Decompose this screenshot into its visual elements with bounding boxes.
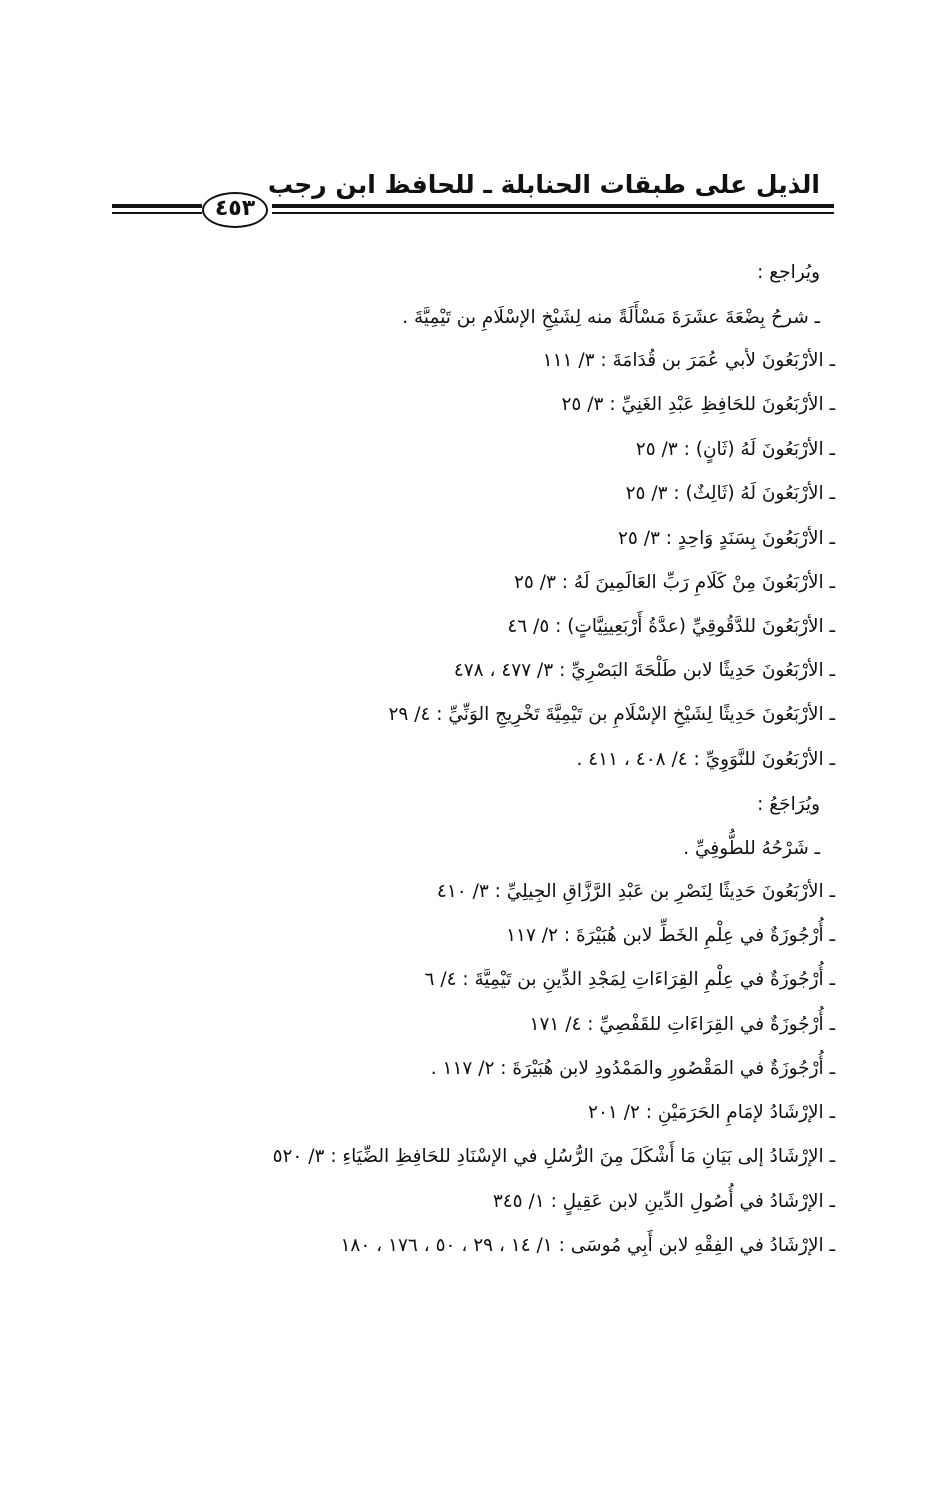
- see-also-label: ويُراجع :: [757, 262, 820, 283]
- index-entry: ـ الأرْبَعُونَ لَهُ (ثَانٍ) : ٣/ ٢٥: [635, 439, 835, 460]
- index-entry: ـ الإرْشَادُ إلى بَيَانِ مَا أَشْكَلَ مِنَ الرُّسُلِ في الإسْنَادِ للحَافِظِ الضِّيَاءِ : ٣/ ٥٢٠: [272, 1146, 835, 1167]
- index-entry: ـ الأرْبَعُونَ للحَافِظِ عَبْدِ الغَنِيِّ : ٣/ ٢٥: [561, 394, 835, 415]
- index-entry: ـ أُرْجُوزَةٌ في عِلْمِ الخَطِّ لابن هُبَيْرَةَ : ٢/ ١١٧: [506, 925, 835, 946]
- index-entry: ـ الأرْبَعُونَ حَدِيثًا لابن طَلْحَةَ البَصْرِيِّ : ٣/ ٤٧٧ ، ٤٧٨: [453, 660, 835, 681]
- header-rule-right-top: [272, 204, 834, 208]
- index-entry: ـ أُرْجُوزَةٌ في عِلْمِ القِرَاءَاتِ لِمَجْدِ الدِّينِ بن تَيْمِيَّةَ : ٤/ ٦: [424, 969, 835, 990]
- index-entry: ـ الإرْشَادُ لإمَامِ الحَرَمَيْنِ : ٢/ ٢٠١: [588, 1102, 835, 1123]
- page-number: ٤٥٣: [202, 192, 268, 228]
- index-entry: ـ الأرْبَعُونَ لَهُ (ثَالِثٌ) : ٣/ ٢٥: [625, 483, 835, 504]
- index-entry: ـ الأرْبَعُونَ بِسَنَدٍ وَاحِدٍ : ٣/ ٢٥: [617, 528, 835, 549]
- see-also-label: ويُرَاجَعُ :: [757, 794, 820, 815]
- index-entry: ـ الإرْشَادُ في الفِقْهِ لابن أَبِي مُوسَى : ١/ ١٤ ، ٢٩ ، ٥٠ ، ١٧٦ ، ١٨٠: [340, 1235, 835, 1256]
- header-rule-left-top: [112, 204, 202, 208]
- header-rule-left-bottom: [112, 212, 202, 214]
- index-entry: ـ شرحُ بِضْعَةَ عشَرَةَ مَسْأَلَةً منه لِشَيْخِ الإسْلَامِ بن تَيْمِيَّةَ .: [402, 307, 820, 328]
- header-rule-right-bottom: [272, 212, 834, 214]
- book-title: الذيل على طبقات الحنابلة ـ للحافظ ابن رجب: [267, 170, 820, 199]
- index-entry: ـ أُرْجُوزَةٌ في المَقْصُورِ والمَمْدُودِ لابن هُبَيْرَةَ : ٢/ ١١٧ .: [430, 1058, 835, 1079]
- index-entry: ـ الأرْبَعُونَ للنَّوَوِيِّ : ٤/ ٤٠٨ ، ٤١١ .: [576, 749, 835, 770]
- index-entry: ـ شَرْحُهُ للطُّوفِيِّ .: [683, 838, 820, 859]
- index-entry: ـ الأرْبَعُونَ حَدِيثًا لِنَصْرِ بن عَبْدِ الرَّزَّاقِ الجِيلِيِّ : ٣/ ٤١٠: [436, 881, 835, 902]
- index-entry: ـ الإرْشَادُ في أُصُولِ الدِّينِ لابن عَقِيلٍ : ١/ ٣٤٥: [492, 1191, 835, 1212]
- index-entry: ـ أُرْجُوزَةٌ في القِرَاءَاتِ للقَفْصِيِّ : ٤/ ١٧١: [529, 1014, 835, 1035]
- index-entry: ـ الأرْبَعُونَ لأبي عُمَرَ بن قُدَامَةَ : ٣/ ١١١: [542, 350, 835, 371]
- index-entry: ـ الأرْبَعُونَ للدَّقُوقِيِّ (عدَّةُ أَرْبَعِينِيَّاتٍ) : ٥/ ٤٦: [507, 616, 835, 637]
- index-entry: ـ الأرْبَعُونَ مِنْ كَلَامِ رَبِّ العَالَمِينَ لَهُ : ٣/ ٢٥: [513, 572, 835, 593]
- index-entry: ـ الأرْبَعُونَ حَدِيثًا لِشَيْخِ الإسْلَامِ بن تَيْمِيَّةَ تَخْرِيجِ الوَنِّيِّ : ٤/ ٢٩: [388, 704, 835, 725]
